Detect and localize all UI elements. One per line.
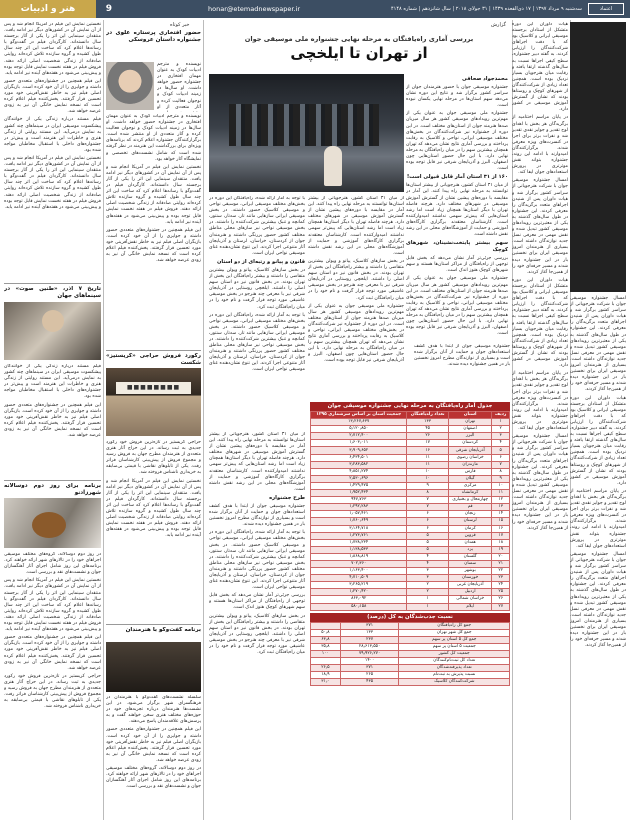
body-text: نخستین نمایش این فیلم در آمریکا انجام شد و پس از آن نمایش آن در کشورهای دیگر نیز ادامه یافت. منتقدان سینمایی این اثر را یکی از آثار برجسته سال دانسته‌اند. کارگردان فیلم در گفت‌وگو با رسانه‌ها اعلام کرد که ساخت این اثر چند سال طول کشیده و گروه سازنده تلاش کرده‌اند روایتی صادقانه از زندگی شخصیت اصلی ارائه دهند. فروش فیلم در هفته نخست نمایش قابل توجه بوده و پیش‌بینی می‌شود در هفته‌های آینده نیز ادامه یابد. (106, 478, 201, 539)
table-cell: ۲٫۵۳۰٫۶۹۶ (311, 475, 407, 482)
oud-instrument (32, 512, 66, 538)
body-text: در روز دوم دوسالانه، گروه‌های مختلف موسیقی اجراهای خود را در تالارهای شهر ارائه خواهند کرد. برنامه‌های این روز شامل اجرای آثار آهنگسازان جوان و نشست‌های نقد و بررسی است. (4, 552, 101, 576)
body-text: این فیلم همچنین در جشنواره‌های متعددی حضور داشته و جوایزی را از آن خود کرده است. بازیگران اصلی فیلم نیز به خاطر نقش‌آفرینی خود مورد تحسین قرار گرفتند. پخش‌کننده فیلم اعلام کرده است که نسخه نمایش خانگی آن نیز به زودی عرضه خواهد شد. (106, 227, 201, 264)
right-sidebar-col-1 (570, 22, 626, 818)
table-cell: ۶ (492, 454, 510, 461)
table-cell: کرمانشاه (448, 490, 492, 497)
table-cell: خراسان رضوی (448, 454, 492, 461)
section-email[interactable]: honar@etemadnewspaper.ir (208, 5, 301, 13)
table-cell: مازندران (448, 461, 492, 468)
author-name: محمدجواد صحافی (461, 76, 508, 82)
body-text: از میان ۳۱ استان کشور، هنرجویانی از بیشتر استان‌ها توانستند به مرحله نهایی راه پیدا کنند. این آمار در مقایسه با دوره‌های پیشین نشان از گسترش آموزش موسیقی در شهرهای مختلف دارد. هرچند فاصله تهران با دیگر استان‌ها همچنان زیاد است اما رشد استان‌هایی که پیش‌تر سهمی نداشتند امیدوارکننده است. کارشناسان معتقدند برگزاری کارگاه‌های آموزشی و حمایت از آموزشگاه‌های محلی در این رشد نقش داشته است. (406, 183, 508, 238)
table-cell: زنجان (448, 511, 492, 518)
table-header: تعداد راه‌یافتگان (407, 412, 449, 419)
table-cell: ۸ (407, 490, 449, 497)
table-cell: ۷ (407, 504, 449, 511)
table-cell: یزد (448, 546, 492, 553)
table-cell: ۱ (407, 596, 449, 603)
table-cell: ۱ (492, 419, 510, 426)
table-cell: نسبت پذیرش به ثبت‌نام (399, 672, 510, 679)
table-cell: تهران (448, 419, 492, 426)
table-cell: ۱۷ (407, 440, 449, 447)
table-cell: ۲ (407, 582, 449, 589)
body-text: با توجه به آمار ارائه شده، راه‌یافتگان این دوره در بخش‌های مختلف موسیقی ایرانی، موسیقی نواحی و موسیقی کلاسیک حضور داشتند. در بخش موسیقی ایرانی سازهایی مانند تار، سه‌تار، سنتور، کمانچه و تنبک بیشترین شرکت‌کننده را داشتند. در بخش موسیقی نواحی نیز سازهای محلی مناطق مختلف کشور حضور پررنگی داشتند و هنرمندان جوان از کردستان، خراسان، لرستان و آذربایجان آثار متنوعی اجرا کردند. این تنوع نشان‌دهنده غنای موسیقی نواحی ایران است. (209, 312, 305, 373)
table-row (311, 426, 510, 433)
body-text: حراجی کریستیز در تازه‌ترین فروش خود رکورد جدیدی به ثبت رساند. در این حراج آثار هنری متعددی از هنرمندان مطرح جهان به فروش رسید و مجموع فروش از پیش‌بینی کارشناسان فراتر رفت. یکی از تابلوهای نقاشی با قیمتی بی‌سابقه به خریداری ناشناس فروخته شد. (106, 440, 201, 476)
body-text: فیلم مستند درباره زندگی یکی از خوانندگان پیشکسوت موسیقی ایران در سینماهای چند کشور به نمایش درمی‌آید. این مستند روایتی از زندگی هنری و خاطرات این هنرمند است و پیش‌تر در جشنواره‌های داخلی با استقبال مخاطبان مواجه شده بود. (4, 117, 101, 153)
table-cell: ۱۸٫۹ (311, 672, 341, 679)
story-1-title-block (106, 30, 201, 62)
table-cell: جمع کل شهر تهران (399, 629, 510, 636)
table-cell: ۱۶ (407, 447, 449, 454)
kicker-label: خبر کوتاه (170, 22, 190, 28)
main-col-right (406, 74, 508, 342)
surtitle: بررسی آماری راه‌یافتگان به مرحله نهایی جشنواره ملی موسیقی جوان (244, 35, 474, 43)
table-cell: خراسان شمالی (448, 596, 492, 603)
table-cell: ۵ (407, 546, 449, 553)
table-cell: تعداد پذیرفته‌شدگان (399, 665, 510, 672)
body-text: امسال جشنواره موسیقی جوان با شرکت هنرجویانی از سراسر کشور برگزار شد و هیات داوران پس از شنیدن اجراهای متعدد برگزیدگان را معرفی کردند. این جشنواره در طول سال‌های گذشته به یکی از معتبرترین رویدادهای موسیقی کشور تبدیل شده و نقش مهمی در معرفی نسل جدید نوازندگان داشته است. بسیاری از هنرمندان امروز موسیقی ایران برای نخستین بار در این جشنواره دیده شدند و مسیر حرفه‌ای خود را از همین‌جا آغاز کردند. (512, 434, 568, 531)
table-cell: تعداد کل ثبت‌نام‌کنندگان (399, 658, 510, 665)
table-row (311, 643, 510, 650)
body-text: نخستین نمایش این فیلم در آمریکا انجام شد و پس از آن نمایش آن در کشورهای دیگر نیز ادامه یافت. منتقدان سینمایی این اثر را یکی از آثار برجسته سال دانسته‌اند. کارگردان فیلم در گفت‌وگو با رسانه‌ها اعلام کرد که ساخت این اثر چند سال طول کشیده و گروه سازنده تلاش کرده‌اند روایتی صادقانه از زندگی شخصیت اصلی ارائه دهند. فروش فیلم در هفته نخست نمایش قابل توجه بوده و پیش‌بینی می‌شود در هفته‌های آینده نیز ادامه یابد. (4, 578, 101, 633)
table-cell: گیلان (448, 475, 492, 482)
table-cell: ۱٫۱۳۸٫۵۳۳ (311, 546, 407, 553)
table-cell: بوشهر (448, 568, 492, 575)
table-cell: ۱۰ (492, 482, 510, 489)
table-row (311, 468, 510, 475)
body-text: با توجه به آمار ارائه شده، راه‌یافتگان این دوره در بخش‌های مختلف موسیقی ایرانی، موسیقی نواحی و موسیقی کلاسیک حضور داشتند. در بخش موسیقی ایرانی سازهایی مانند تار، سه‌تار، سنتور، کمانچه و تنبک بیشترین شرکت‌کننده را داشتند. در بخش موسیقی نواحی نیز سازهای محلی مناطق مختلف کشور حضور پررنگی داشتند و هنرمندان جوان از کردستان، خراسان، لرستان و آذربایجان آثار متنوعی اجرا کردند. این تنوع نشان‌دهنده غنای موسیقی نواحی ایران است. (209, 530, 305, 591)
table-row (311, 490, 510, 497)
intro-text: جشنواره موسیقی جوان با حضور هنرمندان جوان از سراسر کشور برگزار شد و نتایج این دوره نشان می‌دهد سهم استان‌ها در مرحله نهایی یکسان نبوده است. (406, 85, 508, 109)
body-text: از میان ۳۱ استان کشور، هنرجویانی از بیشتر استان‌ها توانستند به مرحله نهایی راه پیدا کنند. این آمار در مقایسه با دوره‌های پیشین نشان از گسترش آموزش موسیقی در شهرهای مختلف دارد. هرچند فاصله تهران با دیگر استان‌ها همچنان زیاد است اما رشد استان‌هایی که پیش‌تر سهمی نداشتند امیدوارکننده است. کارشناسان معتقدند برگزاری کارگاه‌های آموزشی و حمایت از آموزشگاه‌های محلی در این رشد نقش داشته است. (308, 196, 404, 256)
table-cell: آذربایجان غربی (448, 582, 492, 589)
table-cell: ۱۰۰ (311, 651, 341, 658)
table-cell: ۱٫۴۲۹٫۴۷۵ (311, 482, 407, 489)
table-cell: ۷۹٫۹۲۶٫۲۷۰ (340, 651, 399, 658)
table-cell: ۷ (492, 461, 510, 468)
body-text: بررسی جزئی‌تر آمار نشان می‌دهد که بخش قابل توجهی از راه‌یافتگان از مراکز استان‌ها هستند و سهم شهرهای کوچک هنوز اندک است. (209, 593, 305, 611)
table-cell: ۲۴ (492, 582, 510, 589)
body-text: نخستین نمایش این فیلم در آمریکا انجام شد و پس از آن نمایش آن در کشورهای دیگر نیز ادامه یافت. منتقدان سینمایی این اثر را یکی از آثار برجسته سال دانسته‌اند. کارگردان فیلم در گفت‌وگو با رسانه‌ها اعلام کرد که ساخت این اثر چند سال طول کشیده و گروه سازنده تلاش کرده‌اند روایتی صادقانه از زندگی شخصیت اصلی ارائه دهند. فروش فیلم در هفته نخست نمایش قابل توجه بوده و پیش‌بینی می‌شود در هفته‌های آینده نیز ادامه یابد. (106, 164, 201, 225)
story-title: حضور افتخاری پرستاره علوی در جشنواره داستان عروسکی (106, 30, 201, 43)
table-cell: ۲۳۷ (340, 636, 399, 643)
table-cell: ۲۶٫۵ (311, 665, 341, 672)
body-text: نخستین نمایش این فیلم در آمریکا انجام شد و پس از آن نمایش آن در کشورهای دیگر نیز ادامه یافت. منتقدان سینمایی این اثر را یکی از آثار برجسته سال دانسته‌اند. کارگردان فیلم در گفت‌وگو با رسانه‌ها اعلام کرد که ساخت این اثر چند سال طول کشیده و گروه سازنده تلاش کرده‌اند روایتی صادقانه از زندگی شخصیت اصلی ارائه دهند. فروش فیلم در هفته نخست نمایش قابل توجه بوده و پیش‌بینی می‌شود در هفته‌های آینده نیز ادامه یابد. (4, 155, 101, 210)
table-cell: ۱۲ (492, 497, 510, 504)
table-row (311, 504, 510, 511)
table-cell: ۳۷۱ (340, 622, 399, 629)
table-row (311, 665, 510, 672)
table-row (311, 629, 510, 636)
table-cell: ۱۰ (407, 475, 449, 482)
table-row (311, 525, 510, 532)
body-text: جشنواره ملی موسیقی جوان به عنوان یکی از مهم‌ترین رویدادهای موسیقی کشور هر سال میزبان صدها هنرمند جوان از استان‌های مختلف است. در این دوره از جشنواره نیز شرکت‌کنندگان در بخش‌های مختلف موسیقی ایرانی، نواحی و کلاسیک به رقابت پرداختند و بررسی آماری نتایج نشان می‌دهد که تهران همچنان بیشترین سهم را در میان راه‌یافتگان به مرحله نهایی دارد. با این حال حضور استان‌هایی چون اصفهان، البرز و آذربایجان شرقی نیز قابل توجه بوده است. (406, 276, 508, 337)
singer-photo (4, 302, 101, 360)
table-cell: ۴ (492, 440, 510, 447)
table-cell: ۱٫۱۶۳٫۴۰۰ (311, 568, 407, 575)
table-cell: ۳۷۱ (340, 665, 399, 672)
body-text: نویسنده و مترجم ادبیات کودک به عنوان مهمان افتخاری در جشنواره حضور خواهد داشت. او سال‌ها در زمینه ادبیات کودک و نوجوان فعالیت کرده و آثار متعددی از او منتشر شده است. برگزارکنندگان جشنواره اعلام کردند که برنامه‌های ویژه‌ای برای بزرگداشت این هنرمند در نظر گرفته شده است که شامل نشست‌های تخصصی و نمایشگاه آثار خواهد بود. (106, 114, 201, 162)
table-cell: ۲۷ (492, 603, 510, 610)
table-cell: ۱۷ (492, 532, 510, 539)
table-cell: ۸۶۳٫۰۹۲ (311, 596, 407, 603)
stats-table (310, 402, 510, 686)
table-cell: قم (448, 504, 492, 511)
body-text: در بخش سازهای کلاسیک، پیانو و ویولن بیشترین متقاضی را داشتند و بیشتر راه‌یافتگان این بخش از تهران بودند. در بخش قانون نیز دو استان سهم اصلی را داشتند. ایلخچی روستایی در آذربایجان شرقی نیز با معرفی چند هنرجو در بخش موسیقی عاشیقی مورد توجه قرار گرفت و نام خود را در میان راه‌یافتگان ثبت کرد. (308, 258, 404, 301)
table-row (311, 636, 510, 643)
table-cell: ۱٫۲۷۳٫۷۶۱ (311, 532, 407, 539)
table-cell: ۱۱ (407, 461, 449, 468)
table-row (311, 511, 510, 518)
table-cell: ۳ (492, 433, 510, 440)
body-text: در پایان مراسم اختتامیه از برگزیدگان هر بخش با اهدای لوح تقدیر و جوایز نقدی تقدیر شد و نفرات برتر برای اجرا در کنسرت‌های ویژه معرفی شدند. برگزارکنندگان امیدوارند با ادامه این روند، جشنواره بتواند نقش موثرتری در پرورش استعدادهای جوان ایفا کند. (570, 488, 626, 549)
table-cell: ۴۵ (407, 426, 449, 433)
table-row (311, 461, 510, 468)
table-cell: ۲۸٫۶۱۳٫۵۵۰ (340, 643, 399, 650)
far-left-col-top (4, 22, 101, 280)
table-cell: ۵ (407, 532, 449, 539)
body-text: در بخش سازهای کلاسیک، پیانو و ویولن بیشترین متقاضی را داشتند و بیشتر راه‌یافتگان این بخش از تهران بودند. در بخش قانون نیز دو استان سهم اصلی را داشتند. ایلخچی روستایی در آذربایجان شرقی نیز با معرفی چند هنرجو در بخش موسیقی عاشیقی مورد توجه قرار گرفت و نام خود را در میان راه‌یافتگان ثبت کرد. (209, 267, 305, 310)
table-cell: ۱٫۲۷۰٫۴۲۰ (311, 589, 407, 596)
table-cell: ۵٫۱۲۰٫۸۵۰ (311, 426, 407, 433)
table-cell: ۱٫۲۹۲٫۲۸۳ (311, 504, 407, 511)
table-cell: ۲۶۵ (340, 672, 399, 679)
table-cell: ۲۱ (492, 560, 510, 567)
table-cell: ۹۴۷٫۷۶۳ (311, 497, 407, 504)
dancer-figure (324, 146, 342, 186)
table-row (311, 546, 510, 553)
story-3-title-block (106, 353, 201, 367)
table-cell: خوزستان (448, 575, 492, 582)
table-cell (311, 658, 341, 665)
table-row (311, 651, 510, 658)
body-text: این فیلم همچنین در جشنواره‌های متعددی حضور داشته و جوایزی را از آن خود کرده است. بازیگران اصلی فیلم نیز به خاطر نقش‌آفرینی خود مورد تحسین قرار گرفتند. پخش‌کننده فیلم اعلام کرده است که نسخه نمایش خانگی آن نیز به زودی عرضه خواهد شد. (4, 635, 101, 671)
body-text: از میان ۳۱ استان کشور، هنرجویانی از بیشتر استان‌ها توانستند به مرحله نهایی راه پیدا کنند. این آمار در مقایسه با دوره‌های پیشین نشان از گسترش آموزش موسیقی در شهرهای مختلف دارد. هرچند فاصله تهران با دیگر استان‌ها همچنان زیاد است اما رشد استان‌هایی که پیش‌تر سهمی نداشتند امیدوارکننده است. کارشناسان معتقدند برگزاری کارگاه‌های آموزشی و حمایت از آموزشگاه‌های محلی در این رشد نقش داشته است. (209, 432, 305, 492)
table-cell: گلستان (448, 553, 492, 560)
table-cell: ۱۱ (407, 454, 449, 461)
body-text: هیات داوران این دوره متشکل از استادان برجسته موسیقی ایرانی و کلاسیک بود که با دقت اجراهای شرکت‌کنندگان را ارزیابی کردند. به گفته دبیر جشنواره، سطح کیفی اجراها نسبت به سال‌های گذشته ارتقا یافته و رقابت میان هنرجویان بسیار نزدیک بوده است. همچنین تعداد زیادی از شرکت‌کنندگان از شهرهای کوچک و روستاها بودند که نشان از گسترش آموزش موسیقی در کشور دارد. (570, 395, 626, 486)
right-sidebar-col-2 (512, 22, 568, 818)
table-cell: قزوین (448, 532, 492, 539)
table-cell: ۳ (407, 568, 449, 575)
table-cell: ۱٫۷۶۰٫۶۴۹ (311, 518, 407, 525)
body-text: نخستین نمایش این فیلم در آمریکا انجام شد و پس از آن نمایش آن در کشورهای دیگر نیز ادامه یافت. منتقدان سینمایی این اثر را یکی از آثار برجسته سال دانسته‌اند. کارگردان فیلم در گفت‌وگو با رسانه‌ها اعلام کرد که ساخت این اثر چند سال طول کشیده و گروه سازنده تلاش کرده‌اند روایتی صادقانه از زندگی شخصیت اصلی ارائه دهند. فروش فیلم در هفته نخست نمایش قابل توجه بوده و پیش‌بینی می‌شود در هفته‌های آینده نیز ادامه یابد. (4, 22, 101, 76)
table-row (311, 568, 510, 575)
table-cell: ۱۶ (492, 525, 510, 532)
table-row (311, 475, 510, 482)
table-cell: لرستان (448, 518, 492, 525)
table-cell: ۵ (492, 447, 510, 454)
table-row (311, 589, 510, 596)
table-cell: ایلام (448, 603, 492, 610)
table-header: ردیف (492, 412, 510, 419)
table-cell: ۱۴ (492, 511, 510, 518)
table-cell: ۱٫۷۳۸٫۲۳۴ (311, 539, 407, 546)
table-cell: ۴٫۷۱۰٫۵۰۹ (311, 575, 407, 582)
talk-event-photo (106, 642, 201, 692)
table-cell: ۱۱ (492, 490, 510, 497)
main-col-right-cont (414, 344, 510, 394)
table-cell: ۲ (492, 426, 510, 433)
column-divider (103, 20, 104, 820)
table-row (311, 447, 510, 454)
table-cell: مرکزی (448, 482, 492, 489)
table-row (311, 575, 510, 582)
table-cell: ۶۳٫۸ (311, 636, 341, 643)
table-cell: ۷ (407, 497, 449, 504)
table-row (311, 539, 510, 546)
table-cell: ۱٫۰۵۷٫۴۶۱ (311, 511, 407, 518)
table-row (311, 679, 510, 686)
table-row (311, 433, 510, 440)
table-cell: ۶ (407, 525, 449, 532)
main-headline-block (208, 34, 510, 62)
table-cell: اصفهان (448, 426, 492, 433)
table-row (311, 497, 510, 504)
table-row (311, 454, 510, 461)
table-cell: ۲۵ (492, 589, 510, 596)
section-title: هنر و ادبیات (0, 0, 96, 18)
table-cell: ۹ (407, 482, 449, 489)
table-cell: ۲۲ (492, 568, 510, 575)
musician-photo (4, 498, 101, 548)
table-cell: ۲۳ (492, 575, 510, 582)
newspaper-logo: اعتماد (588, 3, 624, 15)
table-row (311, 622, 510, 629)
people-silhouettes (229, 104, 379, 146)
table-cell: ۳ (407, 575, 449, 582)
story-title: برنامه برای روز دوم دوسالانه شهرزادنو (4, 483, 101, 496)
story-2-title-block (4, 286, 101, 300)
table-cell: ۱۸ (492, 539, 510, 546)
table-cell: آذربایجان شرقی (448, 447, 492, 454)
table-cell: ۲٫۷۱۲٫۴۰۰ (311, 433, 407, 440)
table-cell: ۴٫۸۵۱٫۲۷۴ (311, 468, 407, 475)
table-cell: ۱۳۳ (340, 629, 399, 636)
table-cell: ۴ (407, 553, 449, 560)
ratio-table (310, 622, 510, 687)
table-cell: ۱٫۶۰۳٫۰۱۱ (311, 440, 407, 447)
story-5-body (106, 695, 201, 818)
table-cell: ۹ (492, 475, 510, 482)
table-cell: همدان (448, 539, 492, 546)
table-cell: چهارمحال و بختیاری (448, 497, 492, 504)
table-cell: ۱۴۰۰ (340, 658, 399, 665)
table-cell: ۳۵٫۸ (311, 643, 341, 650)
body-text: امسال جشنواره موسیقی جوان با شرکت هنرجویانی از سراسر کشور برگزار شد و هیات داوران پس از شنیدن اجراهای متعدد برگزیدگان را معرفی کردند. این جشنواره در طول سال‌های گذشته به یکی از معتبرترین رویدادهای موسیقی کشور تبدیل شده و نقش مهمی در معرفی نسل جدید نوازندگان داشته است. بسیاری از هنرمندان امروز موسیقی ایران برای نخستین بار در این جشنواره دیده شدند و مسیر حرفه‌ای خود را از همین‌جا آغاز کردند. (570, 551, 626, 649)
table-header: استان (448, 412, 492, 419)
story-divider (106, 350, 201, 351)
table-cell: ۱۳ (492, 504, 510, 511)
table-row (311, 596, 510, 603)
table-cell: البرز (448, 433, 492, 440)
table-cell: ۱۰ (407, 468, 449, 475)
story-divider (4, 283, 101, 284)
table-cell: ۳٫۲۶۵٫۲۱۹ (311, 582, 407, 589)
table-cell (311, 622, 341, 629)
kicker-label: گزارش (490, 22, 506, 28)
story-4-body (4, 552, 101, 818)
ceremony-photo (209, 74, 404, 192)
body-text: جشنواره موسیقی جوان از ابتدا با هدف کشف استعدادهای جوان و حمایت از آنان برگزار شده است و بسیاری از نوازندگان مطرح امروز نخستین بار در همین جشنواره دیده شدند. (209, 503, 305, 528)
column-divider (203, 20, 204, 820)
table-cell: ۲ (407, 589, 449, 596)
story-1-body (106, 114, 201, 346)
main-col-middle (308, 196, 404, 428)
body-text: نویسنده و مترجم ادبیات کودک به عنوان مهمان افتخاری در جشنواره حضور خواهد داشت. او سال‌ها در زمینه ادبیات کودک و نوجوان فعالیت کرده و آثار متعددی از او (157, 62, 201, 110)
story-title: برنامه گفت‌وگو با هنرمندان (125, 627, 201, 633)
finalists-table (310, 411, 510, 611)
body-text: با توجه به آمار ارائه شده، راه‌یافتگان این دوره در بخش‌های مختلف موسیقی ایرانی، موسیقی نواحی و موسیقی کلاسیک حضور داشتند. در بخش موسیقی ایرانی سازهایی مانند تار، سه‌تار، سنتور، کمانچه و تنبک بیشترین شرکت‌کننده را داشتند. در بخش موسیقی نواحی نیز سازهای محلی مناطق مختلف کشور حضور پررنگی داشتند و هنرمندان جوان از کردستان، خراسان، لرستان و آذربایجان آثار متنوعی اجرا کردند. این تنوع نشان‌دهنده غنای موسیقی نواحی ایران است. (209, 196, 305, 256)
body-text: فیلم مستند درباره زندگی یکی از خوانندگان پیشکسوت موسیقی ایران در سینماهای چند کشور به نمایش درمی‌آید. این مستند روایتی از زندگی هنری و خاطرات این هنرمند است و پیش‌تر در جشنواره‌های داخلی با استقبال مخاطبان مواجه شده بود. (4, 364, 101, 400)
table-cell: ۲۶ (492, 596, 510, 603)
story-divider (4, 480, 101, 481)
table-cell: ۱ (407, 603, 449, 610)
table-cell: شرکت‌کنندگان کلاسیک (399, 679, 510, 686)
table-cell: ۲۰ (492, 553, 510, 560)
table-row (311, 440, 510, 447)
table-cell: ۷۰۲٫۳۶۰ (311, 560, 407, 567)
table-cell: ۸ (492, 468, 510, 475)
table-cell: ۵ (407, 539, 449, 546)
singer-face (42, 310, 64, 332)
body-text: هیات داوران این دوره متشکل از استادان برجسته موسیقی ایرانی و کلاسیک بود که با دقت اجراهای شرکت‌کنندگان را ارزیابی کردند. به گفته دبیر جشنواره، سطح کیفی اجراها نسبت به سال‌های گذشته ارتقا یافته و رقابت میان هنرجویان بسیار نزدیک بوده است. همچنین تعداد زیادی از شرکت‌کنندگان از شهرهای کوچک و روستاها بودند که نشان از گسترش آموزش موسیقی در کشور دارد. (512, 22, 568, 113)
table-row (311, 582, 510, 589)
table-cell: فارس (448, 468, 492, 475)
story-title: رکورد فروش حراجی «کریستیز» شکست (106, 353, 201, 366)
table-cell: ۱۹ (492, 546, 510, 553)
body-text: بررسی جزئی‌تر آمار نشان می‌دهد که بخش قابل توجهی از راه‌یافتگان از مراکز استان‌ها هستند و سهم شهرهای کوچک هنوز اندک است. (406, 256, 508, 274)
story-title: تاریخ ۷ آذر، «طنین صوت» در سینماهای جهان (4, 286, 101, 299)
body-text: امسال جشنواره موسیقی جوان با شرکت هنرجویانی از سراسر کشور برگزار شد و هیات داوران پس از شنیدن اجراهای متعدد برگزیدگان را معرفی کردند. این جشنواره در طول سال‌های گذشته به یکی از معتبرترین رویدادهای موسیقی کشور تبدیل شده و نقش مهمی در معرفی نسل جدید نوازندگان داشته است. بسیاری از هنرمندان امروز موسیقی ایران برای نخستین بار در این جشنواره دیده شدند و مسیر حرفه‌ای خود را از همین‌جا آغاز کردند. (512, 178, 568, 275)
subhead: طرح جشنواره (269, 494, 305, 501)
body-text: امسال جشنواره موسیقی جوان با شرکت هنرجویانی از سراسر کشور برگزار شد و هیات داوران پس از شنیدن اجراهای متعدد برگزیدگان را معرفی کردند. این جشنواره در طول سال‌های گذشته به یکی از معتبرترین رویدادهای موسیقی کشور تبدیل شده و نقش مهمی در معرفی نسل جدید نوازندگان داشته است. بسیاری از هنرمندان امروز موسیقی ایران برای نخستین بار در این جشنواره دیده شدند و مسیر حرفه‌ای خود را از همین‌جا آغاز کردند. (570, 296, 626, 393)
table-cell: ۶ (407, 518, 449, 525)
page-number: 9 (105, 4, 112, 14)
table-row (311, 518, 510, 525)
table-cell: ۱٫۹۵۲٫۴۳۴ (311, 490, 407, 497)
table-cell: ۶٫۴۳۴٫۵۰۱ (311, 454, 407, 461)
table-cell: جمعیت کل کشور (399, 651, 510, 658)
portrait-photo (106, 62, 154, 110)
table-cell: ۲۶ (407, 433, 449, 440)
body-text: این فیلم همچنین در جشنواره‌های متعددی حضور داشته و جوایزی را از آن خود کرده است. بازیگران اصلی فیلم نیز به خاطر نقش‌آفرینی خود مورد تحسین قرار گرفتند. پخش‌کننده فیلم اعلام کرده است که نسخه نمایش خانگی آن نیز به زودی عرضه خواهد شد. (4, 402, 101, 439)
story-2-body (4, 364, 101, 476)
body-text: هیات داوران این دوره متشکل از استادان برجسته موسیقی ایرانی و کلاسیک بود که با دقت اجراهای شرکت‌کنندگان را ارزیابی کردند. به گفته دبیر جشنواره، سطح کیفی اجراها نسبت به سال‌های گذشته ارتقا یافته و رقابت میان هنرجویان بسیار نزدیک بوده است. همچنین تعداد زیادی از شرکت‌کنندگان از شهرهای کوچک و روستاها بودند که نشان از گسترش آموزش موسیقی در کشور دارد. (512, 277, 568, 369)
table-title: نسبت جذب‌شدگان به کل (درصد) (310, 613, 510, 622)
table-cell: ۵۰٫۸ (311, 629, 341, 636)
table-row (311, 603, 510, 610)
table-title: جدول آمار راه‌یافتگان به مرحله نهایی جشنواره موسیقی جوان (310, 402, 510, 411)
table-cell: ۳٫۱۶۴٫۷۱۸ (311, 525, 407, 532)
subhead: ۱۶۰ از ۳۱ استان آمار قابل قبولی است! (406, 174, 508, 181)
table-row (311, 553, 510, 560)
table-cell: جمع کل ۵ استان پر سهم (399, 636, 510, 643)
table-cell: جمع کل راه‌یافتگان (399, 622, 510, 629)
issue-line: سه‌شنبه ۹ مرداد ۱۳۹۷ | ۱۷ ذی‌القعده ۱۴۳۹ | ۳۱ جولای ۲۰۱۸ | سال شانزدهم | شماره ۴۱۴۸ (390, 6, 582, 12)
table-cell: اردبیل (448, 589, 492, 596)
story-1-lead (157, 62, 201, 112)
story-4-title-block (4, 483, 101, 497)
story-3-body (106, 440, 201, 620)
storefront-sign: ■■■■■■■■ (116, 382, 191, 394)
body-text: در بخش سازهای کلاسیک، پیانو و ویولن بیشترین متقاضی را داشتند و بیشتر راه‌یافتگان این بخش از تهران بودند. در بخش قانون نیز دو استان سهم اصلی را داشتند. ایلخچی روستایی در آذربایجان شرقی نیز با معرفی چند هنرجو در بخش موسیقی عاشیقی مورد توجه قرار گرفت و نام خود را در میان راه‌یافتگان ثبت کرد. (209, 613, 305, 656)
table-cell: جمعیت ۵ استان پر سهم (399, 643, 510, 650)
body-text: جشنواره ملی موسیقی جوان به عنوان یکی از مهم‌ترین رویدادهای موسیقی کشور هر سال میزبان صدها هنرمند جوان از استان‌های مختلف است. در این دوره از جشنواره نیز شرکت‌کنندگان در بخش‌های مختلف موسیقی ایرانی، نواحی و کلاسیک به رقابت پرداختند و بررسی آماری نتایج نشان می‌دهد که تهران همچنان بیشترین سهم را در میان راه‌یافتگان به مرحله نهایی دارد. با این حال حضور استان‌هایی چون اصفهان، البرز و آذربایجان شرقی نیز قابل توجه بوده است. (308, 303, 404, 364)
auction-house-photo (106, 368, 201, 436)
subhead: قانون و پیانو و رتبه‌ای از دو استان (216, 258, 305, 265)
table-row (311, 532, 510, 539)
table-row (311, 560, 510, 567)
table-row (311, 419, 510, 426)
story-divider (106, 624, 201, 625)
page-header (0, 0, 630, 18)
table-cell: ۳٫۹۰۹٫۶۵۲ (311, 447, 407, 454)
table-cell: ۴۳۵ (340, 679, 399, 686)
table-cell: سمنان (448, 560, 492, 567)
table-row (311, 672, 510, 679)
table-cell: ۱۳٫۲۶۷٫۶۳۷ (311, 419, 407, 426)
headline: از تهران تا ایلخچی (290, 44, 428, 62)
table-cell: ۱٫۸۶۸٫۸۱۹ (311, 553, 407, 560)
main-col-bottom-left (209, 432, 305, 818)
table-row (311, 658, 510, 665)
body-text: در پایان مراسم اختتامیه از برگزیدگان هر بخش با اهدای لوح تقدیر و جوایز نقدی تقدیر شد و نفرات برتر برای اجرا در کنسرت‌های ویژه معرفی شدند. برگزارکنندگان امیدوارند با ادامه این روند، جشنواره بتواند نقش موثرتری در پرورش استعدادهای جوان ایفا کند. (512, 115, 568, 176)
table-header: جمعیت استان بر اساس سرشماری ۱۳۹۵ (311, 412, 407, 419)
body-text: جشنواره موسیقی جوان از ابتدا با هدف کشف استعدادهای جوان و حمایت از آنان برگزار شده است و بسیاری از نوازندگان مطرح امروز نخستین بار در همین جشنواره دیده شدند. (414, 344, 510, 368)
table-cell: ۳٫۲۸۳٫۵۸۲ (311, 461, 407, 468)
table-cell: ۳۱٫۰ (311, 679, 341, 686)
body-text: در پایان مراسم اختتامیه از برگزیدگان هر بخش با اهدای لوح تقدیر و جوایز نقدی تقدیر شد و نفرات برتر برای اجرا در کنسرت‌های ویژه معرفی شدند. برگزارکنندگان امیدوارند با ادامه این روند، جشنواره بتواند نقش موثرتری در پرورش استعدادهای جوان ایفا کند. (512, 371, 568, 432)
body-text: این فیلم همچنین در جشنواره‌های متعددی حضور داشته و جوایزی را از آن خود کرده است. بازیگران اصلی فیلم نیز به خاطر نقش‌آفرینی خود مورد تحسین قرار گرفتند. پخش‌کننده فیلم اعلام کرده است که نسخه نمایش خانگی آن نیز به زودی عرضه خواهد شد. (4, 78, 101, 115)
subhead: سهم بیشتر پایتخت‌نشینان، شهرهای کوچک (406, 240, 508, 254)
main-col-left (209, 196, 305, 428)
table-cell: کردستان (448, 440, 492, 447)
body-text: حراجی کریستیز در تازه‌ترین فروش خود رکورد جدیدی به ثبت رساند. در این حراج آثار هنری متعددی از هنرمندان مطرح جهان به فروش رسید و مجموع فروش از پیش‌بینی کارشناسان فراتر رفت. یکی از تابلوهای نقاشی با قیمتی بی‌سابقه به خریداری ناشناس فروخته شد. (4, 673, 101, 710)
table-row (311, 482, 510, 489)
table-cell: ۵۸۰٫۱۵۸ (311, 603, 407, 610)
story-5-title-block (106, 627, 201, 641)
table-cell: ۱۳۳ (407, 419, 449, 426)
table-cell: کرمان (448, 525, 492, 532)
table-cell: ۱۵ (492, 518, 510, 525)
body-text: در روز دوم دوسالانه، گروه‌های مختلف موسیقی اجراهای خود را در تالارهای شهر ارائه خواهند کرد. برنامه‌های این روز شامل اجرای آثار آهنگسازان جوان و نشست‌های نقد و بررسی است. (106, 766, 201, 790)
body-text: جشنواره ملی موسیقی جوان به عنوان یکی از مهم‌ترین رویدادهای موسیقی کشور هر سال میزبان صدها هنرمند جوان از استان‌های مختلف است. در این دوره از جشنواره نیز شرکت‌کنندگان در بخش‌های مختلف موسیقی ایرانی، نواحی و کلاسیک به رقابت پرداختند و بررسی آماری نتایج نشان می‌دهد که تهران همچنان بیشترین سهم را در میان راه‌یافتگان به مرحله نهایی دارد. با این حال حضور استان‌هایی چون اصفهان، البرز و آذربایجان شرقی نیز قابل توجه بوده است. (406, 111, 508, 172)
body-text: این فیلم همچنین در جشنواره‌های متعددی حضور داشته و جوایزی را از آن خود کرده است. بازیگران اصلی فیلم نیز به خاطر نقش‌آفرینی خود مورد تحسین قرار گرفتند. پخش‌کننده فیلم اعلام کرده است که نسخه نمایش خانگی آن نیز به زودی عرضه خواهد شد. (106, 727, 201, 763)
body-text: سلسله نشست‌های گفت‌وگو با هنرمندان در فرهنگسرای شهر برگزار می‌شود. در این نشست‌ها هنرمندان درباره تجربه‌های خود در حوزه‌های مختلف هنری سخن خواهند گفت و به پرسش‌های علاقه‌مندان پاسخ می‌دهند. (106, 695, 201, 725)
sidebar-dark-panel (570, 22, 626, 292)
table-cell: ۴ (407, 560, 449, 567)
table-cell: ۶ (407, 511, 449, 518)
